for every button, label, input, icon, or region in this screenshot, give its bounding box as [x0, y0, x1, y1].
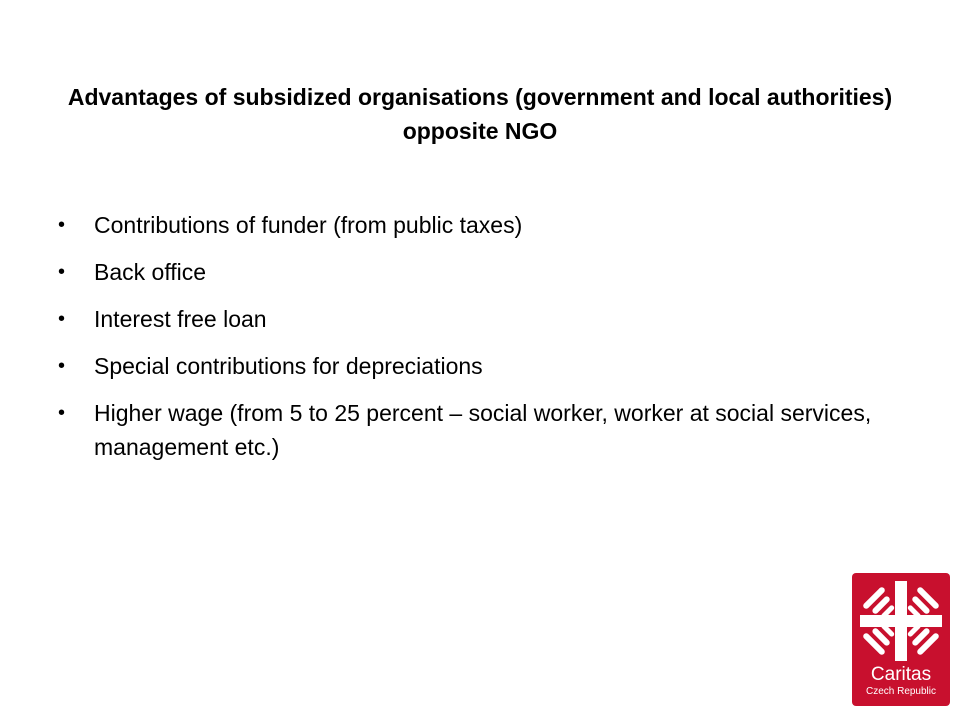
logo-country: Czech Republic — [865, 686, 937, 697]
bullet-text: Interest free loan — [94, 306, 267, 332]
bullet-icon: • — [58, 402, 66, 424]
logo-name: Caritas — [870, 664, 932, 685]
slide-title: Advantages of subsidized organisations (government and local authorities) opposite NGO — [67, 84, 893, 144]
bullet-item — [58, 349, 888, 383]
bullet-text: Contributions of funder (from public taxes) — [94, 212, 523, 238]
bullet-list — [58, 208, 888, 477]
bullet-text: Higher wage (from 5 to 25 percent – social worker, worker at social services, management etc.) — [94, 400, 872, 460]
caritas-cross-icon — [852, 573, 950, 665]
bullet-icon: • — [58, 355, 66, 377]
bullet-item — [58, 396, 888, 464]
bullet-text: Special contributions for depreciations — [94, 353, 483, 379]
bullet-text: Back office — [94, 259, 207, 285]
caritas-logo — [852, 573, 950, 706]
bullet-item — [58, 208, 888, 242]
bullet-icon: • — [58, 261, 66, 283]
bullet-item — [58, 302, 888, 336]
bullet-icon: • — [58, 214, 66, 236]
bullet-icon: • — [58, 308, 66, 330]
bullet-item — [58, 255, 888, 289]
